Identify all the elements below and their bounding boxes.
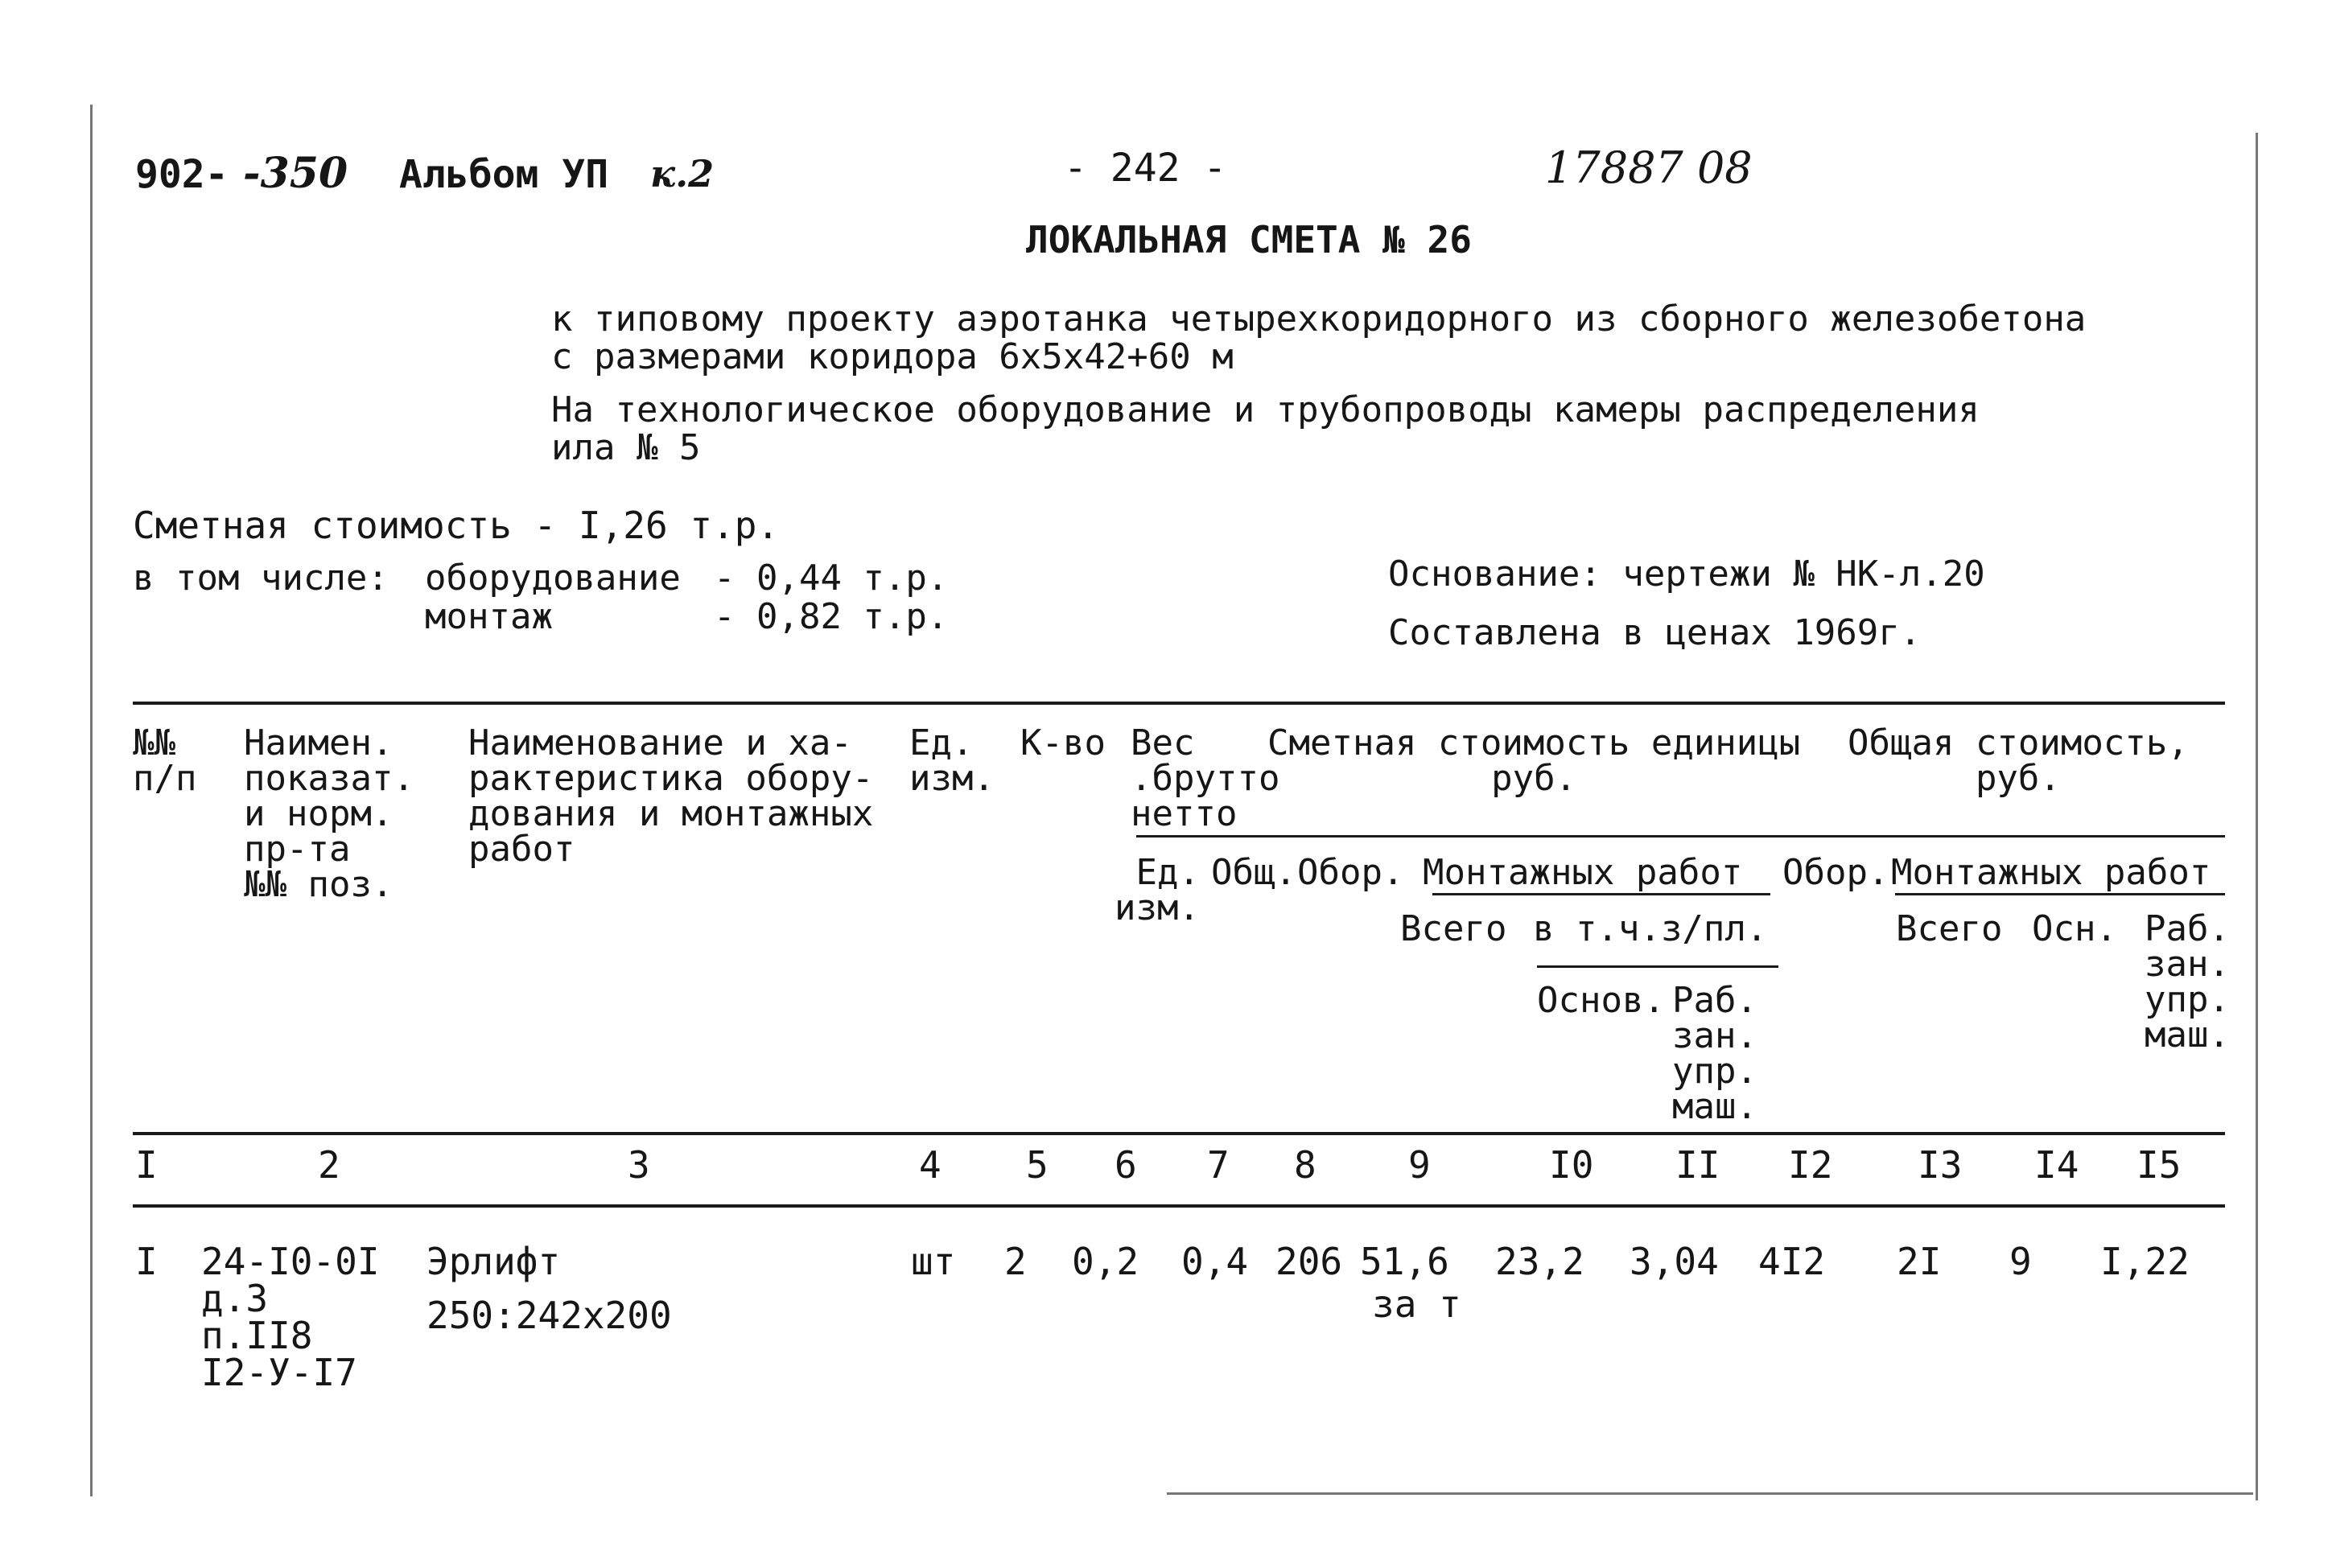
left-border bbox=[90, 105, 93, 1496]
column-header-description: Наименование и ха- рактеристика обору- дования и монтажных работ bbox=[468, 722, 874, 870]
column-number: 5 bbox=[1026, 1143, 1049, 1187]
column-number: I bbox=[135, 1143, 158, 1187]
cost-group-rule bbox=[1136, 835, 2225, 838]
wages-subgroup-rule bbox=[1537, 965, 1778, 968]
row-norm-reference: 24-I0-0I д.3 п.II8 I2-У-I7 bbox=[201, 1240, 380, 1394]
page-number: - 242 - bbox=[1064, 146, 1227, 191]
row-install-per-unit: за т bbox=[1372, 1282, 1461, 1326]
row-item-name: Эрлифт bbox=[426, 1240, 561, 1283]
column-header-unit-cost-group: Сметная стоимость единицы руб. bbox=[1267, 722, 1801, 799]
subtitle-line-3: На технологическое оборудование и трубопроводы камеры распределения bbox=[551, 389, 1980, 430]
album-title: Альбом УП bbox=[399, 152, 609, 197]
column-number: 2 bbox=[318, 1143, 340, 1187]
estimate-title: ЛОКАЛЬНАЯ СМЕТА № 26 bbox=[1026, 218, 1472, 261]
subtitle-line-2: с размерами коридора 6х5х42+60 м bbox=[551, 336, 1234, 377]
equipment-value: - 0,44 т.р. bbox=[714, 558, 949, 599]
bottom-mark bbox=[1167, 1492, 2253, 1495]
album-series: 902- bbox=[135, 152, 229, 197]
row-install-machine: 3,04 bbox=[1630, 1240, 1719, 1283]
column-header-incl-wages: в т.ч.з/пл. bbox=[1533, 908, 1768, 949]
column-number: 7 bbox=[1207, 1143, 1230, 1187]
row-install-total-sum: 2I bbox=[1897, 1240, 1942, 1283]
column-header-machine-workers: Раб. зан. упр. маш. bbox=[1672, 980, 1757, 1127]
column-header-quantity: К-во bbox=[1020, 722, 1106, 763]
weight-underline bbox=[1136, 835, 1249, 838]
row-item-spec: 250:242х200 bbox=[426, 1294, 672, 1337]
column-header-equipment-total: Обор. bbox=[1782, 852, 1889, 893]
numbers-bottom-rule bbox=[133, 1204, 2225, 1208]
series-handwritten: -350 bbox=[243, 149, 348, 198]
column-header-machine-workers-2: Раб. зан. упр. маш. bbox=[2145, 908, 2230, 1056]
installation-underline bbox=[1432, 893, 1770, 895]
column-number: I0 bbox=[1549, 1143, 1594, 1187]
column-number: I4 bbox=[2034, 1143, 2079, 1187]
subtitle-line-4: ила № 5 bbox=[551, 427, 701, 468]
total-cost: Сметная стоимость - I,26 т.р. bbox=[133, 504, 780, 547]
installation-value: - 0,82 т.р. bbox=[714, 596, 949, 637]
row-install-machine-sum: I,22 bbox=[2100, 1240, 2190, 1283]
column-header-unit: Ед. изм. bbox=[909, 722, 995, 799]
installation-label: монтаж bbox=[425, 596, 553, 637]
header-bottom-rule bbox=[133, 1132, 2225, 1135]
equipment-label: оборудование bbox=[425, 558, 681, 599]
column-number: 3 bbox=[628, 1143, 650, 1187]
column-header-number: №№ п/п bbox=[133, 722, 197, 799]
table-top-rule bbox=[133, 702, 2225, 705]
row-install-base-sum: 9 bbox=[2009, 1240, 2032, 1283]
column-number: 8 bbox=[1294, 1143, 1316, 1187]
row-number: I bbox=[135, 1240, 158, 1283]
row-weight-unit: 0,2 bbox=[1072, 1240, 1139, 1283]
column-header-installation-works: Монтажных работ bbox=[1423, 852, 1743, 893]
document-number-handwritten: 17887 08 bbox=[1545, 142, 1753, 193]
row-weight-total: 0,4 bbox=[1181, 1240, 1249, 1283]
column-number: 9 bbox=[1408, 1143, 1431, 1187]
column-header-base: Основ. bbox=[1537, 980, 1665, 1021]
column-header-base-2: Осн. bbox=[2032, 908, 2117, 949]
column-header-installation-works-total: Монтажных работ bbox=[1891, 852, 2211, 893]
column-header-weight-unit: Ед. изм. bbox=[1115, 852, 1200, 928]
row-equipment-cost: 206 bbox=[1275, 1240, 1343, 1283]
basis-note: Основание: чертежи № НК-л.20 bbox=[1388, 554, 1985, 595]
right-border bbox=[2256, 133, 2258, 1500]
row-quantity: 2 bbox=[1004, 1240, 1027, 1283]
row-unit: шт bbox=[911, 1240, 956, 1283]
column-header-install-total: Всего bbox=[1400, 908, 1507, 949]
column-number: I2 bbox=[1788, 1143, 1833, 1187]
part-handwritten: к.2 bbox=[650, 152, 715, 195]
subtitle-line-1: к типовому проекту аэротанка четырехкоридорного из сборного железобетона bbox=[551, 298, 2087, 340]
row-install-total: 51,6 bbox=[1360, 1240, 1449, 1283]
row-install-base: 23,2 bbox=[1495, 1240, 1584, 1283]
prices-note: Составлена в ценах 1969г. bbox=[1388, 612, 1922, 653]
column-number: I3 bbox=[1918, 1143, 1963, 1187]
column-header-norm-reference: Наимен. показат. и норм. пр-та №№ поз. bbox=[244, 722, 414, 905]
column-number: II bbox=[1675, 1143, 1720, 1187]
installation-total-underline bbox=[1895, 893, 2225, 895]
column-header-weight-total: Общ. bbox=[1211, 852, 1296, 893]
column-number: I5 bbox=[2136, 1143, 2182, 1187]
column-header-install-total-2: Всего bbox=[1896, 908, 2003, 949]
column-header-weight: Вес .брутто нетто bbox=[1131, 722, 1280, 834]
column-number: 4 bbox=[919, 1143, 942, 1187]
column-header-equipment: Обор. bbox=[1297, 852, 1404, 893]
including-label: в том числе: bbox=[133, 558, 389, 599]
column-number: 6 bbox=[1115, 1143, 1137, 1187]
row-equipment-total: 4I2 bbox=[1758, 1240, 1826, 1283]
column-header-total-cost-group: Общая стоимость, руб. bbox=[1848, 722, 2189, 799]
